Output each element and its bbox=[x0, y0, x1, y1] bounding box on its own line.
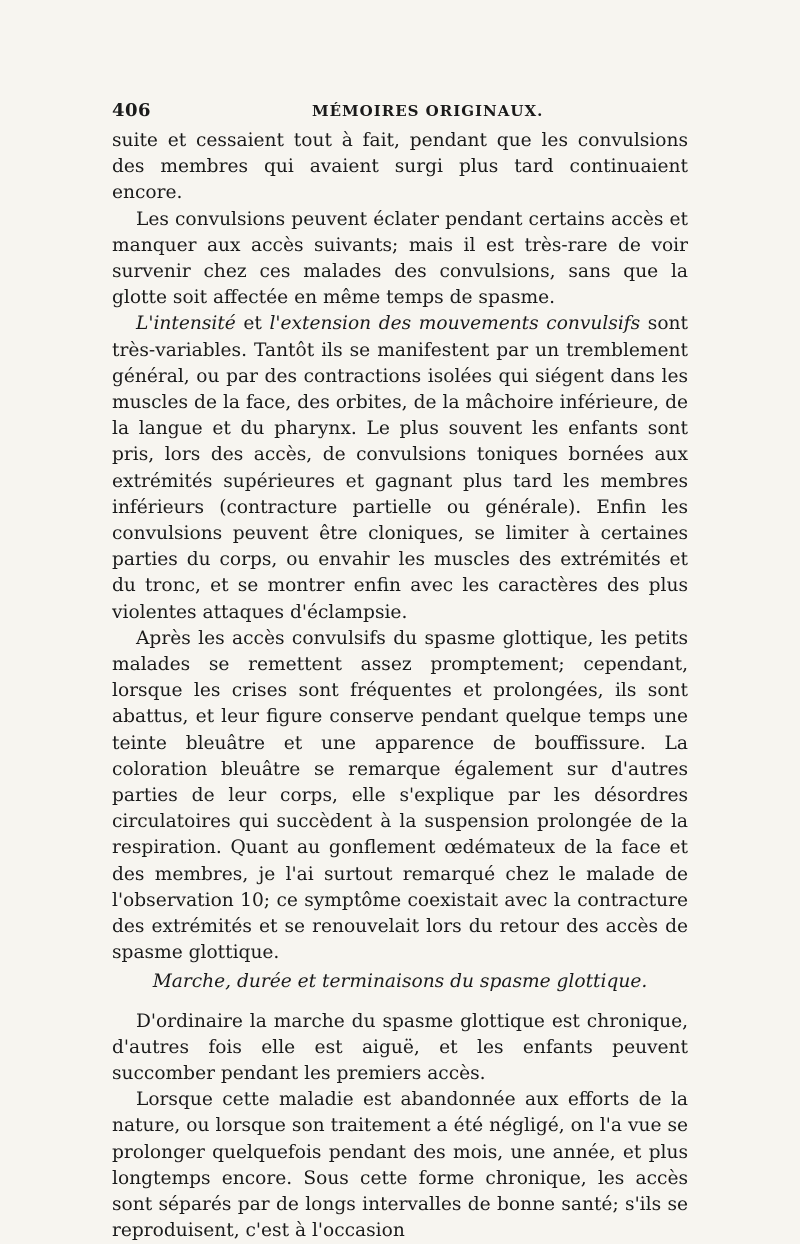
paragraph bbox=[112, 207, 688, 312]
italic-term-extension: l'extension des mouvements convulsifs bbox=[269, 313, 641, 335]
body-text bbox=[112, 128, 688, 1244]
paragraph-continuation bbox=[112, 128, 688, 207]
paragraph bbox=[112, 1087, 688, 1244]
paragraph bbox=[112, 311, 688, 625]
paragraph-text: sont très-variables. Tantôt ils se manifestent par un tremblement général, ou par des contractions isolées qui siégent dans les muscles de la face, des orbites, de la mâchoire inférieure, de la langue et du pharynx. Le plus souvent les enfants sont pris, lors des accès, de convulsions toniques bornées aux extrémités supérieures et gagnant plus tard les membres inférieurs (contracture partielle ou générale). Enfin les convulsions peuvent être cloniques, se limiter à certaines parties du corps, ou envahir les muscles des extrémités et du tronc, et se montrer enfin avec les caractères des plus violentes attaques d'éclampsie. bbox=[112, 313, 688, 623]
paragraph-text: D'ordinaire la marche du spasme glottique est chronique, d'autres fois elle est aiguë, et les enfants peuvent succomber pendant les premiers accès. bbox=[112, 1010, 688, 1084]
page-number: 406 bbox=[112, 100, 152, 121]
paragraph bbox=[112, 1009, 688, 1088]
italic-term-intensity: L'intensité bbox=[136, 313, 236, 335]
paragraph-text: Lorsque cette maladie est abandonnée aux efforts de la nature, ou lorsque son traitement a été négligé, on l'a vue se prolonger quelquefois pendant des mois, une année, et plus longtemps encore. Sous cette forme chronique, les accès sont séparés par de longs intervalles de bonne santé; s'ils se reproduisent, c'est à l'occasion bbox=[112, 1089, 688, 1242]
paragraph-text: suite et cessaient tout à fait, pendant que les convulsions des membres qui avaient surgi plus tard continuaient encore. bbox=[112, 130, 688, 204]
page-header bbox=[112, 100, 692, 128]
paragraph-text: Les convulsions peuvent éclater pendant certains accès et manquer aux accès suivants; mais il est très-rare de voir survenir chez ces malades des convulsions, sans que la glotte soit affectée en même temps de spasme. bbox=[112, 208, 688, 309]
connector-text: et bbox=[235, 313, 270, 335]
section-heading: Marche, durée et terminaisons du spasme glottique. bbox=[152, 970, 648, 992]
paragraph bbox=[112, 626, 688, 967]
paragraph-text: Après les accès convulsifs du spasme glottique, les petits malades se remettent assez promptement; cependant, lorsque les crises sont fréquentes et prolongées, ils sont abattus, et leur figure conserve pendant quelque temps une teinte bleuâtre et une apparence de bouffissure. La coloration bleuâtre se remarque également sur d'autres parties de leur corps, elle s'explique par les désordres circulatoires qui succèdent à la suspension prolongée de la respiration. Quant au gonflement œdémateux de la face et des membres, je l'ai surtout remarqué chez le malade de l'observation 10; ce symptôme coexistait avec la contracture des extrémités et se renouvelait lors du retour des accès de spasme glottique. bbox=[112, 627, 688, 964]
running-head: MÉMOIRES ORIGINAUX. bbox=[312, 102, 544, 120]
